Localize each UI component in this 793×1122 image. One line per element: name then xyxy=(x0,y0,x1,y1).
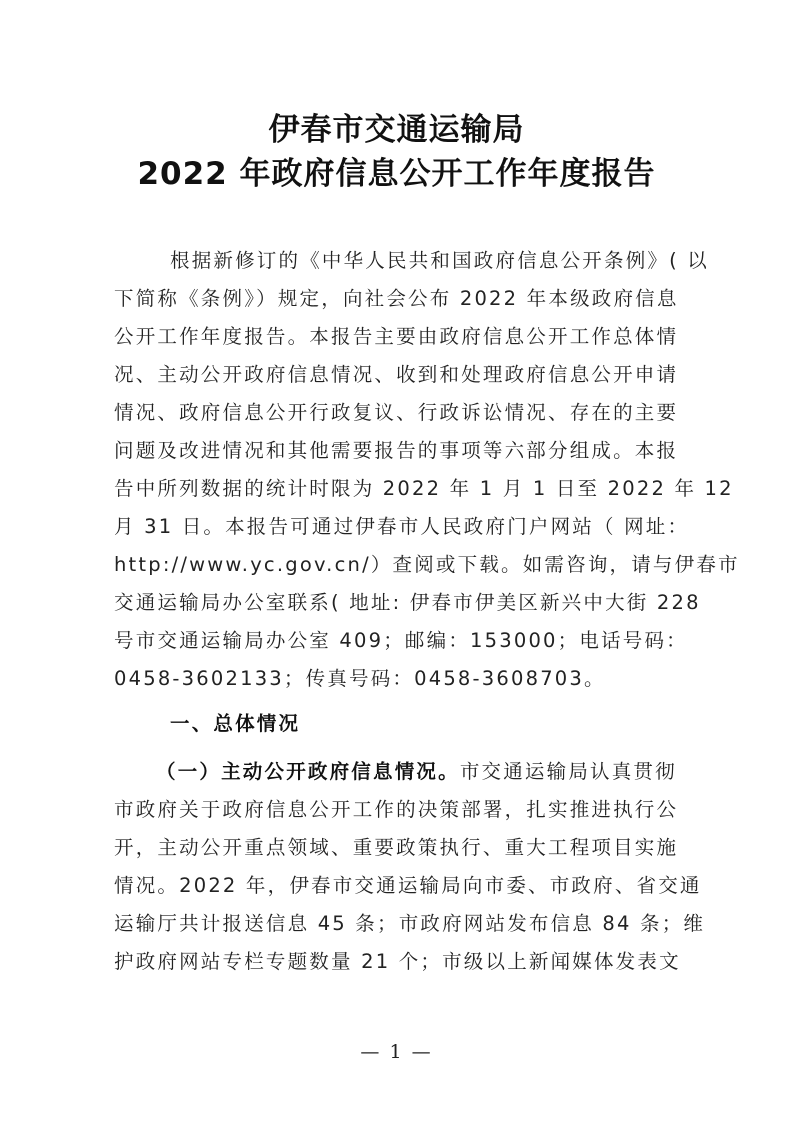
subsection-paragraph-line: 运输厅共计报送信息 45 条；市政府网站发布信息 84 条；维 xyxy=(114,912,706,935)
intro-paragraph-line: 公开工作年度报告。本报告主要由政府信息公开工作总体情 xyxy=(114,325,679,348)
subsection-paragraph-line: 市政府关于政府信息公开工作的决策部署，扎实推进执行公 xyxy=(114,798,679,821)
intro-paragraph-line: 0458-3602133；传真号码：0458-3608703。 xyxy=(114,667,606,690)
subsection-paragraph-line: 护政府网站专栏专题数量 21 个；市级以上新闻媒体发表文 xyxy=(114,950,681,973)
subsection-first-line xyxy=(156,753,677,791)
intro-paragraph-line: 交通运输局办公室联系( 地址: 伊春市伊美区新兴中大街 228 xyxy=(114,591,701,614)
intro-paragraph-line: 况、主动公开政府信息情况、收到和处理政府信息公开申请 xyxy=(114,363,679,386)
intro-paragraph-line: 告中所列数据的统计时限为 2022 年 1 月 1 日至 2022 年 12 xyxy=(114,477,734,500)
intro-paragraph-line: http://www.yc.gov.cn/）查阅或下载。如需咨询，请与伊春市 xyxy=(114,553,740,576)
intro-paragraph-line: 月 31 日。本报告可通过伊春市人民政府门户网站（ 网址： xyxy=(114,515,690,538)
intro-paragraph-line: 根据新修订的《中华人民共和国政府信息公开条例》( 以 xyxy=(170,249,710,272)
subsection-paragraph-line: 开，主动公开重点领域、重要政策执行、重大工程项目实施 xyxy=(114,836,679,859)
report-title-line-1: 伊春市交通运输局 xyxy=(268,112,525,148)
intro-paragraph-line: 情况、政府信息公开行政复议、行政诉讼情况、存在的主要 xyxy=(114,401,679,424)
intro-paragraph-line: 问题及改进情况和其他需要报告的事项等六部分组成。本报 xyxy=(114,439,679,462)
intro-paragraph-line: 下简称《条例》）规定，向社会公布 2022 年本级政府信息 xyxy=(114,287,679,310)
section-heading: 一、总体情况 xyxy=(170,712,301,735)
subsection-paragraph-line: 情况。2022 年，伊春市交通运输局向市委、市政府、省交通 xyxy=(114,874,702,897)
subsection-first-line-text: 市交通运输局认真贯彻 xyxy=(459,760,677,783)
page-number: — 1 — xyxy=(360,1041,433,1063)
subsection-lead: （一）主动公开政府信息情况。 xyxy=(156,760,460,783)
report-title-line-2: 2022 年政府信息公开工作年度报告 xyxy=(137,156,656,192)
intro-paragraph-line: 号市交通运输局办公室 409；邮编：153000；电话号码： xyxy=(114,629,688,652)
